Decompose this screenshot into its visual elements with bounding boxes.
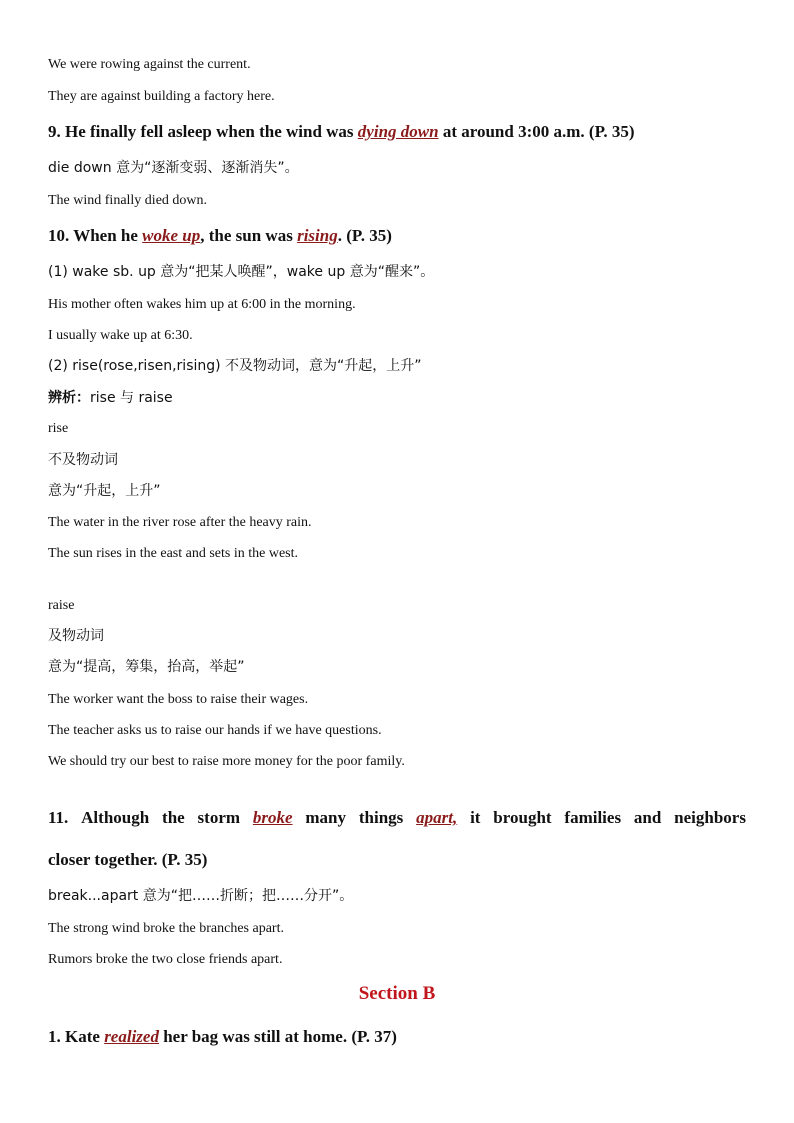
heading-word: brought	[493, 808, 552, 827]
example-sentence: The water in the river rose after the heavy rain.	[48, 515, 312, 530]
heading-text: . (P. 35)	[337, 226, 392, 245]
example-sentence: The sun rises in the east and sets in the west.	[48, 546, 299, 561]
heading-word: families	[564, 808, 622, 827]
example-sentence: The worker want the boss to raise their wages.	[48, 692, 309, 707]
keyword: rising	[297, 226, 338, 245]
explanation: die down 意为“逐渐变弱、逐渐消失”。	[48, 160, 299, 176]
example-sentence: We were rowing against the current.	[48, 57, 251, 72]
heading-word: storm	[197, 808, 241, 827]
heading-word: many	[305, 808, 347, 827]
heading-word: the	[162, 808, 185, 827]
term: raise	[48, 598, 75, 613]
example-sentence: They are against building a factory here.	[48, 89, 275, 104]
explanation: break...apart 意为“把……折断；把……分开”。	[48, 888, 354, 904]
heading-text: her bag was still at home. (P. 37)	[158, 1027, 397, 1046]
heading-text: at around 3:00 a.m. (P. 35)	[438, 122, 635, 141]
explanation: (2) rise(rose,risen,rising) 不及物动词，意为“升起，上升”	[48, 358, 422, 374]
word-class: 及物动词	[48, 628, 104, 644]
example-sentence: I usually wake up at 6:30.	[48, 328, 193, 343]
keyword: dying down	[357, 122, 439, 141]
heading-word: neighbors	[674, 808, 746, 827]
meaning: 意为“提高，筹集，抬高，举起”	[48, 659, 245, 675]
comparison-text: rise 与 raise	[90, 390, 173, 406]
point-heading-11	[48, 807, 746, 829]
keyword: woke up	[142, 226, 201, 245]
example-sentence: The wind finally died down.	[48, 193, 208, 208]
point-heading-9	[48, 121, 635, 143]
heading-word: 11.	[48, 808, 69, 827]
heading-text: 9. He finally fell asleep when the wind was	[48, 122, 358, 141]
keyword: broke	[252, 808, 293, 827]
point-heading-b1	[48, 1026, 397, 1048]
heading-word: it	[470, 808, 481, 827]
heading-text: , the sun was	[200, 226, 298, 245]
example-sentence: His mother often wakes him up at 6:00 in the morning.	[48, 297, 356, 312]
meaning: 意为“升起，上升”	[48, 483, 161, 499]
heading-word: Although	[81, 808, 150, 827]
explanation: (1) wake sb. up 意为“把某人唤醒”，wake up 意为“醒来”。	[48, 264, 435, 280]
example-sentence: The strong wind broke the branches apart.	[48, 921, 284, 936]
heading-text: 1. Kate	[48, 1027, 105, 1046]
point-heading-10	[48, 225, 392, 247]
comparison-label	[48, 389, 173, 408]
bold-label: 辨析：	[48, 390, 90, 406]
word-class: 不及物动词	[48, 452, 118, 468]
term: rise	[48, 421, 69, 436]
keyword: apart,	[416, 808, 458, 827]
example-sentence: The teacher asks us to raise our hands if we have questions.	[48, 723, 382, 738]
heading-text: 10. When he	[48, 226, 143, 245]
example-sentence: We should try our best to raise more money for the poor family.	[48, 754, 405, 769]
point-heading-11-cont: closer together. (P. 35)	[48, 850, 208, 869]
heading-word: things	[358, 808, 404, 827]
example-sentence: Rumors broke the two close friends apart.	[48, 952, 283, 967]
keyword: realized	[104, 1027, 159, 1046]
section-title: Section B	[358, 983, 436, 1004]
heading-word: and	[633, 808, 662, 827]
